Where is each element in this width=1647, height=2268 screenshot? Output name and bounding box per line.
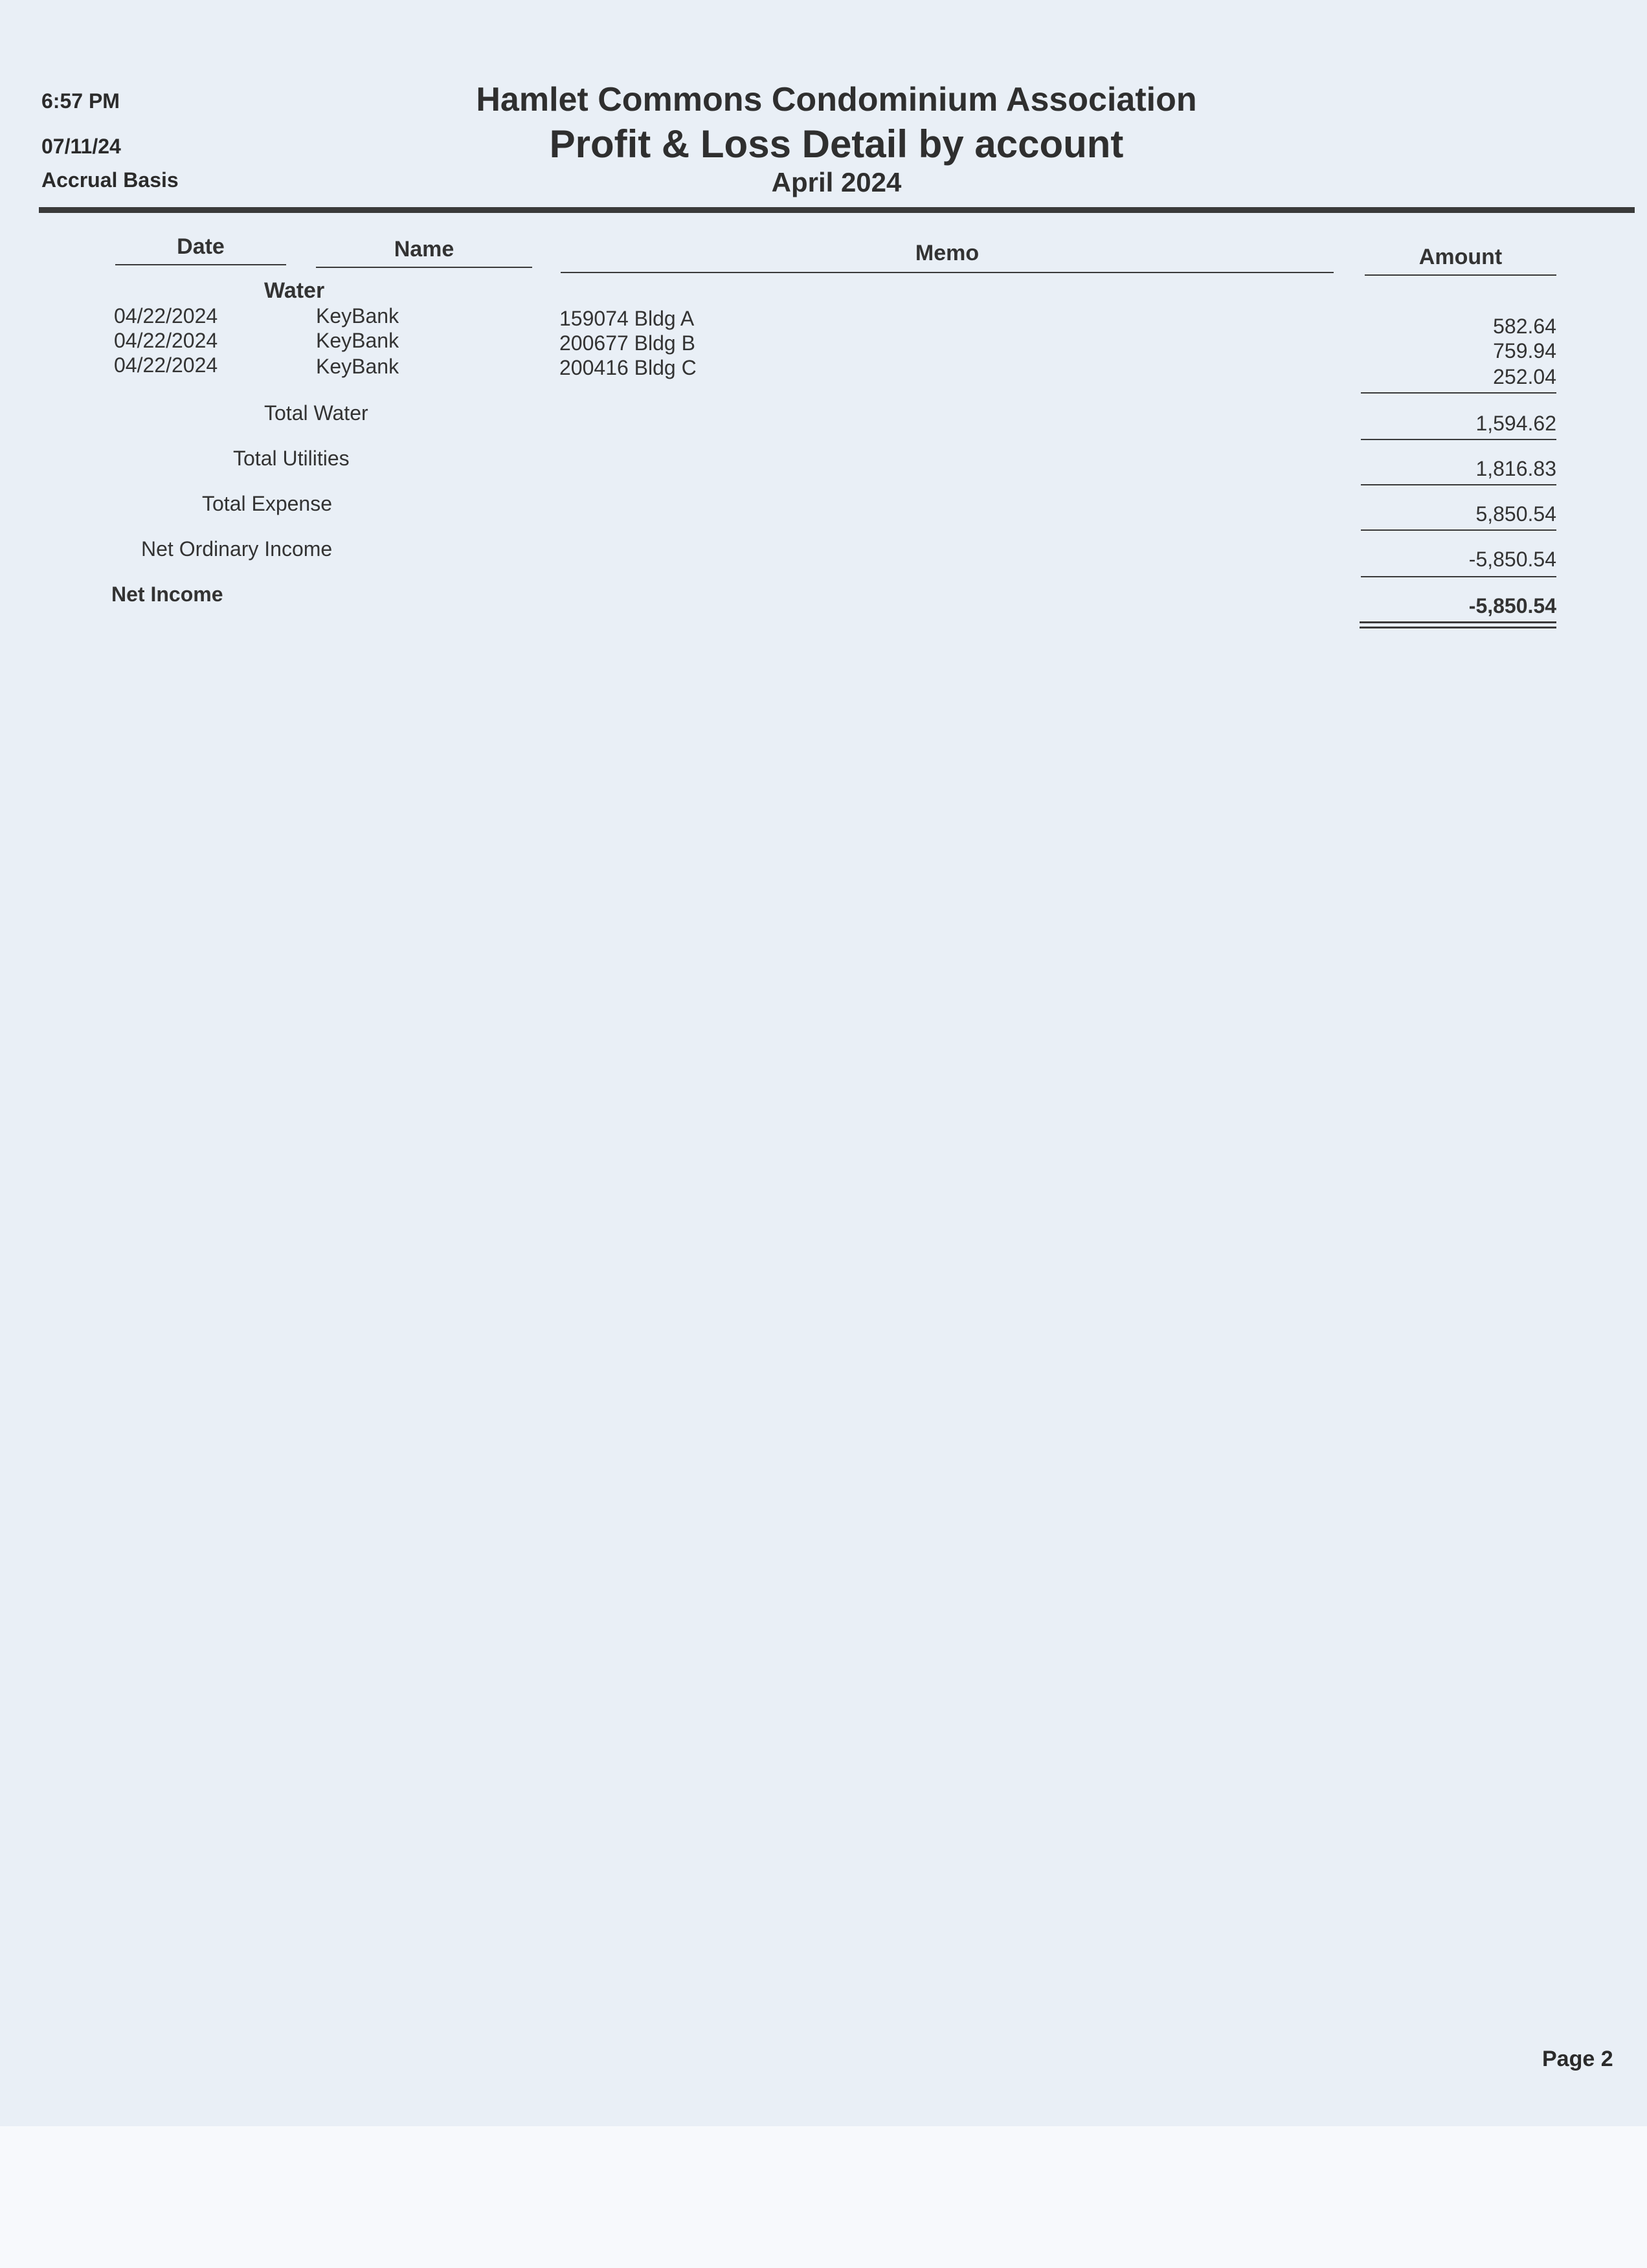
column-rule-date — [115, 264, 286, 265]
subtotal-rule-water — [1361, 392, 1556, 394]
subtotal-rule-net — [1361, 576, 1556, 577]
column-header-amount: Amount — [1418, 245, 1503, 269]
report-period: April 2024 — [771, 167, 902, 197]
total-expense-amount: 5,850.54 — [1475, 502, 1556, 526]
total-expense-label: Total Expense — [202, 492, 333, 515]
double-rule-top — [1360, 621, 1556, 623]
column-header-name: Name — [394, 237, 454, 261]
table-row-2-name: KeyBank — [316, 329, 399, 352]
section-label-water: Water — [264, 278, 325, 303]
total-utilities-amount: 1,816.83 — [1475, 457, 1556, 480]
net-ordinary-income-label: Net Ordinary Income — [141, 537, 333, 561]
page-number: Page 2 — [1542, 2047, 1613, 2071]
net-ordinary-income-amount: -5,850.54 — [1468, 548, 1556, 571]
subtotal-rule-utilities — [1361, 439, 1556, 440]
total-water-amount: 1,594.62 — [1475, 412, 1556, 435]
table-row-3-date: 04/22/2024 — [114, 353, 218, 377]
table-row-2-amount: 759.94 — [1493, 339, 1556, 362]
net-income-label: Net Income — [111, 583, 223, 606]
table-row-1-amount: 582.64 — [1493, 315, 1556, 338]
table-row-2-date: 04/22/2024 — [114, 329, 218, 352]
total-water-label: Total Water — [264, 401, 368, 425]
column-header-memo: Memo — [915, 241, 980, 265]
total-utilities-label: Total Utilities — [233, 447, 350, 470]
subtotal-rule-expense — [1361, 484, 1556, 485]
report-title: Profit & Loss Detail by account — [549, 122, 1124, 166]
report-basis: Accrual Basis — [41, 168, 179, 192]
table-row-3-name: KeyBank — [316, 355, 399, 378]
column-rule-memo — [561, 272, 1334, 273]
column-rule-name — [316, 267, 532, 268]
report-date: 07/11/24 — [41, 135, 121, 158]
table-row-2-memo: 200677 Bldg B — [559, 331, 695, 355]
table-row-3-amount: 252.04 — [1493, 365, 1556, 388]
double-rule-bottom — [1360, 627, 1556, 628]
company-name: Hamlet Commons Condominium Association — [476, 81, 1197, 118]
report-time: 6:57 PM — [41, 89, 120, 113]
table-row-1-date: 04/22/2024 — [114, 304, 218, 328]
table-row-3-memo: 200416 Bldg C — [559, 356, 697, 379]
column-rule-amount — [1365, 274, 1556, 276]
header-rule — [39, 207, 1635, 213]
column-header-date: Date — [177, 234, 225, 259]
table-row-1-memo: 159074 Bldg A — [559, 307, 695, 330]
net-income-amount: -5,850.54 — [1468, 594, 1556, 617]
subtotal-rule-ordinary — [1361, 529, 1556, 531]
table-row-1-name: KeyBank — [316, 304, 399, 328]
